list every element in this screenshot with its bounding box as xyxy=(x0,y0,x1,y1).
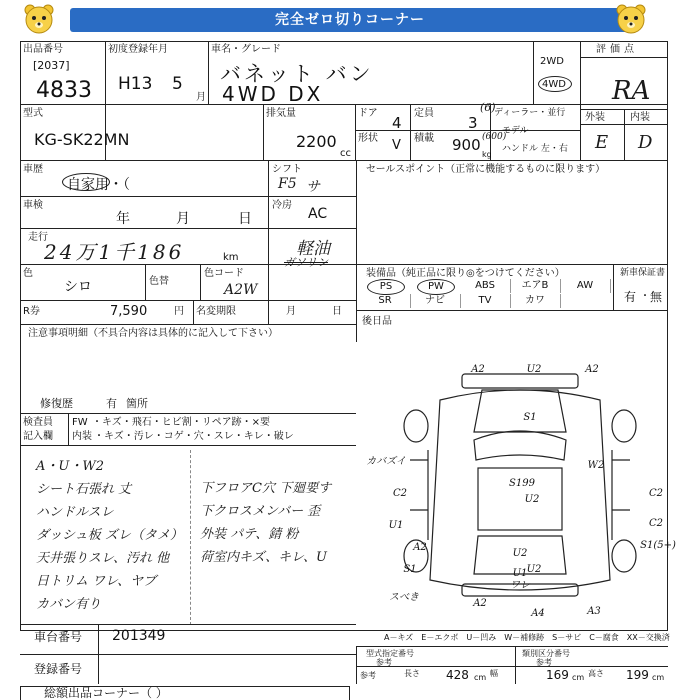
damage-mark: C2 xyxy=(392,488,408,499)
exterior-label: 外装 xyxy=(585,112,605,123)
fuel-struck: ガソリン xyxy=(284,256,328,269)
equipment-grid xyxy=(360,279,610,309)
damage-mark: U2 xyxy=(524,494,540,505)
damage-mark: A2 xyxy=(473,598,487,609)
sales-point-label: セールスポイント（正常に機能するものに限ります） xyxy=(366,164,606,175)
model-no-label: 型式指定番号 xyxy=(366,649,414,658)
note-line: ハンドルスレ xyxy=(36,505,114,520)
mileage-value: 24万1千186 xyxy=(44,240,185,264)
equipment-item: PW xyxy=(417,279,455,295)
cc-unit: cc xyxy=(340,148,351,159)
damage-mark: スべき xyxy=(389,592,419,603)
damage-mark: A2 xyxy=(471,364,485,375)
damage-mark: C2 xyxy=(648,518,664,529)
wheel-front-right-shape xyxy=(612,410,636,442)
transfer-day: 日 xyxy=(332,306,342,317)
shape-value: V xyxy=(392,138,401,153)
capacity-alt: (6) xyxy=(480,101,496,114)
shift-mark: サ xyxy=(306,179,320,195)
damage-mark: S1(5+) xyxy=(640,540,676,551)
inspection-year: 年 xyxy=(116,211,130,227)
equipment-item: AW xyxy=(560,279,611,293)
dealer-label: ディーラー・並行 xyxy=(494,108,566,118)
inspector-label: 検査員 xyxy=(23,417,53,428)
inspector-items: ・キズ・飛石・ヒビ割・リペア跡・×要 xyxy=(92,417,270,428)
inspector-head: FW xyxy=(72,417,88,428)
height-value: 199 xyxy=(626,668,649,682)
length-unit: cm xyxy=(474,673,487,682)
wheel-rear-right-shape xyxy=(612,540,636,572)
damage-mark: S199 xyxy=(509,478,535,489)
load-alt: (600) xyxy=(482,132,507,142)
note-line: ダッシュ板 ズレ（タメ） xyxy=(36,528,183,543)
windshield-shape xyxy=(474,431,566,460)
model-label: 型式 xyxy=(23,108,43,119)
displacement-label: 排気量 xyxy=(266,108,296,119)
inspection-month: 月 xyxy=(176,211,190,227)
eval-label: 評価点 xyxy=(596,44,638,55)
note-line: シート石張れ 丈 xyxy=(36,482,132,497)
repair-place: 箇所 xyxy=(126,397,148,410)
note-line: A・U・W2 xyxy=(36,459,104,474)
bear-mascot-icon xyxy=(22,2,56,36)
damage-mark: S1 xyxy=(403,564,417,575)
length-label: 長さ xyxy=(404,669,420,678)
side-panel-lines xyxy=(428,450,612,540)
load-value: 900 xyxy=(452,136,481,154)
repair-have: 有 xyxy=(106,397,117,410)
class-no-label: 類別区分番号 xyxy=(522,649,570,658)
note-line: 下クロスメンバー 歪 xyxy=(200,504,321,519)
doors-label: ドア xyxy=(358,108,378,119)
history-label: 車歴 xyxy=(23,164,43,175)
width-label: 幅 xyxy=(490,669,498,678)
damage-mark: A2 xyxy=(413,542,427,553)
height-unit: cm xyxy=(652,673,665,682)
color-change-label: 色替 xyxy=(149,276,169,287)
length-value: 428 xyxy=(446,668,469,682)
equipment-item: ABS xyxy=(460,279,511,293)
aftermarket-label: 後日品 xyxy=(362,316,392,327)
recycle-label: R券 xyxy=(23,306,40,317)
equipment-item: ナビ xyxy=(410,294,461,308)
damage-mark: A4 xyxy=(531,608,545,619)
reg-month-suffix: 月 xyxy=(196,92,206,103)
fuel-value: 軽油 xyxy=(296,239,330,259)
damage-mark: A3 xyxy=(587,606,601,617)
reg-month: 5 xyxy=(172,74,183,94)
lot-label: 出品番号 xyxy=(23,44,63,55)
header xyxy=(0,0,700,40)
car-name: バネット バン xyxy=(220,62,374,86)
damage-mark: U1 xyxy=(512,568,528,579)
damage-mark: U1 xyxy=(388,520,404,531)
note-line: 下フロアC穴 下廻要す xyxy=(200,481,332,496)
yen-unit: 円 xyxy=(174,306,184,317)
displacement-value: 2200 xyxy=(296,132,337,151)
first-reg-label: 初度登録年月 xyxy=(108,44,168,55)
recorder-items: ・キズ・汚レ・コゲ・穴・スレ・キレ・破レ xyxy=(94,431,294,442)
car-grade: 4WD DX xyxy=(222,82,324,106)
recorder-label: 記入欄 xyxy=(23,431,53,442)
damage-mark: W2 xyxy=(587,460,605,471)
damage-legend: A－キズ E－エクボ U－凹み W－補修跡 S－サビ C－腐食 XX－交換済 xyxy=(384,633,670,642)
note-line: カバン有り xyxy=(36,597,102,612)
ref-label-1: 参考 xyxy=(376,658,392,667)
capacity-value: 3 xyxy=(468,114,478,132)
damage-mark: A2 xyxy=(585,364,599,375)
hood-shape xyxy=(474,390,566,432)
body-outline-shape xyxy=(430,390,610,590)
repair-label: 修復歴 xyxy=(40,397,73,410)
damage-mark: カバズイ xyxy=(366,456,406,467)
note-line: 天井張りスレ、汚れ 他 xyxy=(36,551,170,566)
chassis-label: 車台番号 xyxy=(34,630,83,644)
recorder-head: 内装 xyxy=(72,431,92,442)
color-code-label: 色コード xyxy=(204,268,244,279)
width-value: 169 xyxy=(546,668,569,682)
equipment-item: SR xyxy=(360,294,411,308)
equipment-label: 装備品（純正品に限り◎をつけてください） xyxy=(366,268,565,279)
note-line: 日トリム ワレ、ヤブ xyxy=(36,574,157,589)
model-value: KG-SK22MN xyxy=(34,130,130,149)
ref-label-2: 参考 xyxy=(536,658,552,667)
interior-label: 内装 xyxy=(630,112,650,123)
color-code-value: A2W xyxy=(224,282,258,298)
equipment-item: PS xyxy=(367,279,405,295)
capacity-label: 定員 xyxy=(414,108,434,119)
wheel-front-left-shape xyxy=(404,410,428,442)
aircon-label: 冷房 xyxy=(272,200,292,211)
damage-mark: S1 xyxy=(523,412,537,423)
height-label: 高さ xyxy=(588,669,604,678)
loading-label: 積載 xyxy=(414,133,434,144)
shape-label: 形状 xyxy=(358,133,378,144)
drive-4wd: 4WD xyxy=(542,79,566,90)
handle-label: ハンドル 左・右 xyxy=(502,144,568,154)
eval-score: RA xyxy=(612,76,651,106)
banner-title: 完全ゼロ切りコーナー xyxy=(70,8,630,32)
aircon-value: AC xyxy=(308,206,328,222)
exterior-grade: E xyxy=(595,132,609,153)
front-bumper-shape xyxy=(462,374,578,388)
width-unit: cm xyxy=(572,673,585,682)
footer-cut-text: 総額出品コーナー（ ） xyxy=(44,686,168,700)
note-line: 外装 パテ、錆 粉 xyxy=(200,527,299,542)
mileage-label: 走行 xyxy=(28,232,48,243)
note-line: 荷室内キズ、キレ、U xyxy=(200,550,327,565)
equipment-item: カワ xyxy=(510,294,561,308)
damage-mark: U2 xyxy=(512,548,528,559)
reg-era: H13 xyxy=(118,74,153,94)
warranty-separator: ・ xyxy=(640,291,650,302)
reg-no-label: 登録番号 xyxy=(34,662,83,676)
model-year-label: モデル xyxy=(502,126,529,136)
history-value: 自家用・（ xyxy=(67,177,130,193)
bear-mascot-icon xyxy=(614,2,648,36)
car-damage-diagram xyxy=(366,360,676,620)
damage-mark: C2 xyxy=(648,488,664,499)
transfer-label: 名変期限 xyxy=(196,306,236,317)
car-name-label: 車名・グレード xyxy=(211,44,281,55)
notes-label: 注意事項明細（不具合内容は具体的に記入して下さい） xyxy=(28,328,278,339)
warranty-have: 有 xyxy=(624,290,637,304)
warranty-none: 無 xyxy=(650,290,663,304)
shift-label: シフト xyxy=(272,164,302,175)
damage-mark: ワレ xyxy=(510,580,530,591)
equipment-item: TV xyxy=(460,294,511,308)
damage-mark: U2 xyxy=(526,564,542,575)
inspection-label: 車検 xyxy=(23,200,43,211)
km-unit: km xyxy=(223,252,239,263)
equipment-item: エアB xyxy=(510,279,561,293)
vehicle-dims-ref: 参考 xyxy=(360,671,376,680)
lot-sub-value: [2037] xyxy=(33,59,70,72)
interior-grade: D xyxy=(638,132,653,153)
kg-unit: kg xyxy=(482,150,492,159)
color-label: 色 xyxy=(23,268,33,279)
doors-value: 4 xyxy=(392,114,402,132)
inspection-day: 日 xyxy=(238,211,252,227)
damage-mark: U2 xyxy=(526,364,542,375)
new-warranty-label: 新車保証書 xyxy=(620,268,666,278)
recycle-value: 7,590 xyxy=(110,304,148,319)
transfer-month: 月 xyxy=(286,306,296,317)
drive-2wd: 2WD xyxy=(540,56,564,67)
chassis-value: 201349 xyxy=(112,628,166,644)
color-value: シロ xyxy=(64,279,92,295)
lot-number: 4833 xyxy=(36,78,92,103)
shift-value: F5 xyxy=(278,176,297,192)
